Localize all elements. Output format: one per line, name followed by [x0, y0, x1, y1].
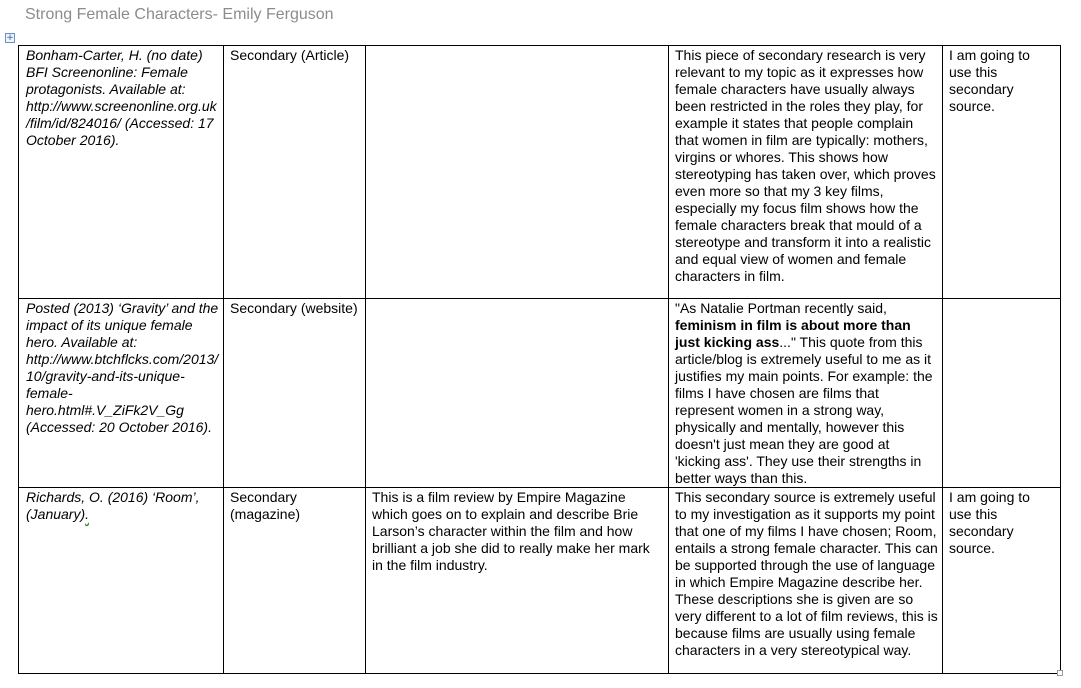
- analysis-quote-prefix: "As Natalie Portman recently said,: [675, 300, 887, 316]
- use-cell[interactable]: [943, 299, 1061, 488]
- analysis-cell[interactable]: This secondary source is extremely useful to my investigation as it supports my point that one of my films I have chosen; Room, entails a strong female character. This can be supported through the use of language in which Empire Magazine describe her. These descriptions she is given are so very different to a lot of film reviews, this is because films are usually using female characters in a very stereotypical way.: [669, 488, 943, 674]
- analysis-quote-suffix: ..." This quote from this article/blog is extremely useful to me as it justifies my main points. For example: the films I have chosen are films that represent women in a strong way, physically and mentally, however this doesn't just mean they are good at 'kicking ass'. They use their strengths in better ways than this.: [675, 334, 933, 486]
- summary-cell[interactable]: [366, 46, 669, 299]
- analysis-cell[interactable]: [669, 299, 943, 488]
- table-row: [19, 299, 1061, 488]
- summary-cell[interactable]: This is a film review by Empire Magazine which goes on to explain and describe Brie Larson’s character within the film and how brilliant a job she did to really make her mark in the film industry.: [366, 488, 669, 674]
- grammar-mark[interactable]: .: [85, 506, 90, 522]
- research-table: [18, 45, 1061, 674]
- table-row: [19, 46, 1061, 299]
- use-cell[interactable]: I am going to use this secondary source.: [943, 46, 1061, 299]
- document-header: Strong Female Characters- Emily Ferguson: [25, 6, 334, 23]
- table-resize-handle[interactable]: [1057, 670, 1063, 676]
- analysis-quote-bold: feminism in film is about more than just kicking ass: [675, 317, 911, 350]
- reference-cell[interactable]: Posted (2013) ‘Gravity’ and the impact of its unique female hero. Available at: http://www.btchflcks.com/2013/10/gravity-and-its-unique-female-hero.html#.V_ZiFk2V_Gg (Accessed: 20 October 2016).: [19, 299, 224, 488]
- summary-cell[interactable]: [366, 299, 669, 488]
- reference-cell[interactable]: Bonham-Carter, H. (no date) BFI Screenonline: Female protagonists. Available at: http://www.screenonline.org.uk/film/id/824016/ (Accessed: 17 October 2016).: [19, 46, 224, 299]
- source-type-cell[interactable]: Secondary (website): [224, 299, 366, 488]
- source-type-cell[interactable]: Secondary (Article): [224, 46, 366, 299]
- reference-cell[interactable]: [19, 488, 224, 674]
- table-row: [19, 488, 1061, 674]
- analysis-cell[interactable]: This piece of secondary research is very relevant to my topic as it expresses how female characters have usually always been restricted in the roles they play, for example it states that people complain that women in film are typically: mothers, virgins or whores. This shows how stereotyping has taken over, which proves even more so that my 3 key films, especially my focus film shows how the female characters break that mould of a stereotype and transform it into a realistic and equal view of women and female characters in film.: [669, 46, 943, 299]
- reference-text: Richards, O. (2016) ‘Room’, (January): [26, 489, 200, 522]
- table-move-handle-icon[interactable]: +: [6, 33, 14, 43]
- source-type-cell[interactable]: Secondary (magazine): [224, 488, 366, 674]
- use-cell[interactable]: I am going to use this secondary source.: [943, 488, 1061, 674]
